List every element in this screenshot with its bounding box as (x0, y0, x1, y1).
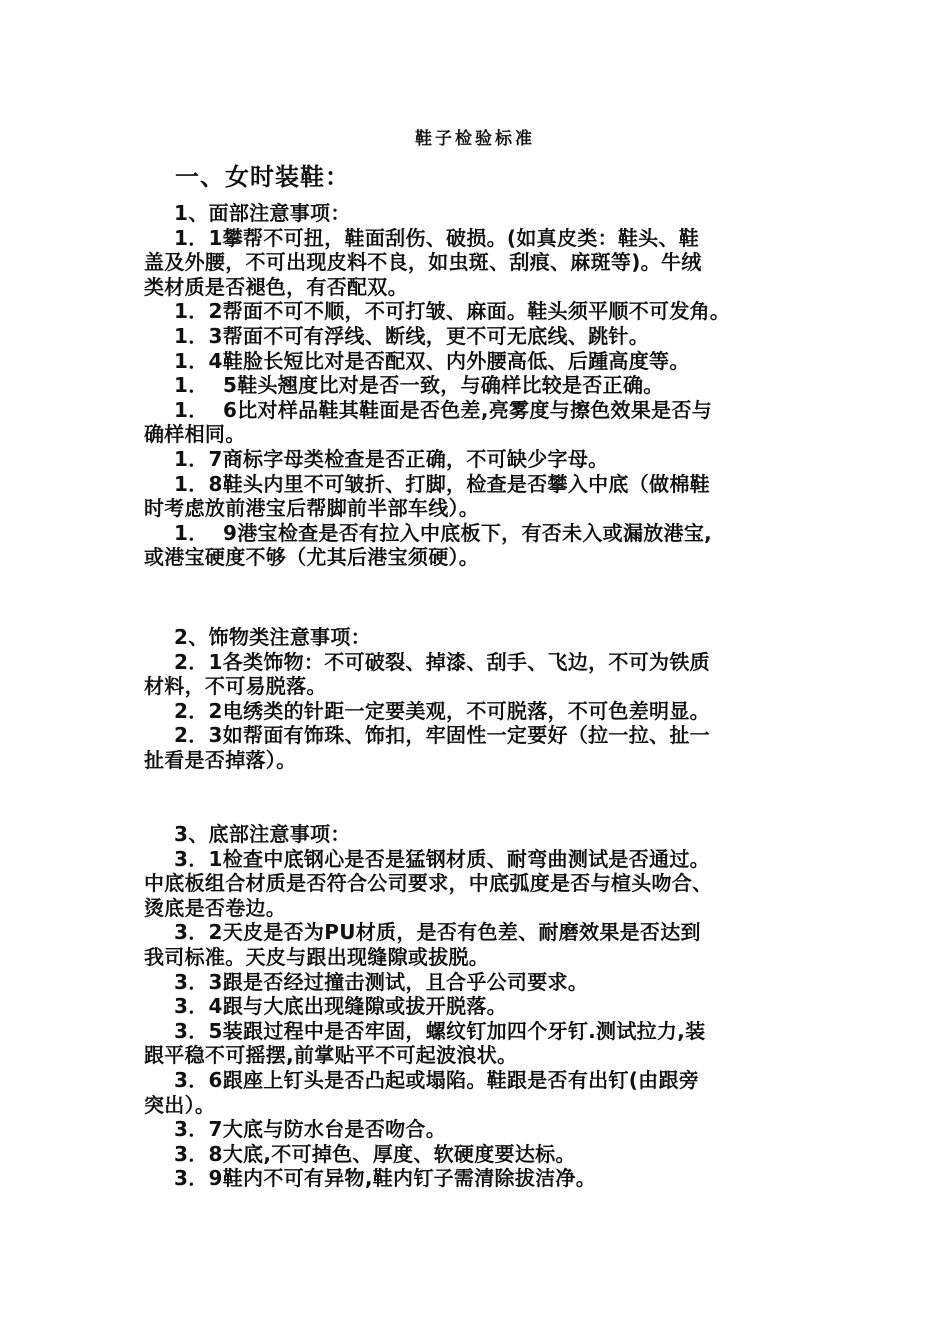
section-heading: 一、女时装鞋： (175, 163, 350, 191)
paragraph-line: 1． 5鞋头翘度比对是否一致，与确样比较是否正确。 (174, 373, 664, 398)
paragraph-line: 盖及外腰，不可出现皮料不良，如虫斑、刮痕、麻斑等)。牛绒 (144, 250, 702, 275)
paragraph-line: 3．7大底与防水台是否吻合。 (174, 1117, 447, 1142)
paragraph-line: 扯看是否掉落）。 (144, 747, 297, 772)
paragraph-line: 3．9鞋内不可有异物,鞋内钉子需清除拔洁净。 (174, 1166, 597, 1191)
paragraph-line: 3．3跟是否经过撞击测试，且合乎公司要求。 (174, 969, 589, 994)
paragraph-line: 2、饰物类注意事项： (174, 625, 371, 649)
paragraph-line: 跟平稳不可摇摆,前掌贴平不可起波浪状。 (144, 1043, 518, 1068)
paragraph-line: 1．7商标字母类检查是否正确，不可缺少字母。 (174, 446, 609, 471)
paragraph-line: 3．8大底,不可掉色、厚度、软硬度要达标。 (174, 1141, 576, 1166)
paragraph-line: 材料，不可易脱落。 (144, 674, 327, 699)
paragraph-line: 1．3帮面不可有浮线、断线，更不可无底线、跳针。 (174, 323, 650, 348)
paragraph-line: 我司标准。天皮与跟出现缝隙或拔脱。 (144, 944, 490, 969)
paragraph-line: 1．1攀帮不可扭，鞋面刮伤、破损。(如真皮类：鞋头、鞋 (174, 225, 700, 250)
paragraph-line: 3．4跟与大底出现缝隙或拔开脱落。 (174, 994, 507, 1019)
paragraph-line: 2．2电绣类的针距一定要美观，不可脱落，不可色差明显。 (174, 698, 710, 723)
paragraph-line: 1．8鞋头内里不可皱折、打脚，检查是否攀入中底（做棉鞋 (174, 471, 710, 496)
paragraph-line: 3．2天皮是否为PU材质，是否有色差、耐磨效果是否达到 (174, 920, 701, 945)
paragraph-line: 2．3如帮面有饰珠、饰扣，牢固性一定要好（拉一拉、扯一 (174, 723, 710, 748)
paragraph-line: 3．6跟座上钉头是否凸起或塌陷。鞋跟是否有出钉(由跟旁 (174, 1067, 700, 1092)
paragraph-line: 中底板组合材质是否符合公司要求，中底弧度是否与楦头吻合、 (144, 871, 713, 896)
paragraph-line: 1． 9港宝检查是否有拉入中底板下，有否未入或漏放港宝, (174, 520, 713, 545)
paragraph-line: 1．2帮面不可不顺，不可打皱、麻面。鞋头须平顺不可发角。 (174, 299, 731, 324)
paragraph-line: 1． 6比对样品鞋其鞋面是否色差,亮雾度与擦色效果是否与 (174, 397, 713, 422)
section-ornaments (144, 625, 824, 773)
paragraph-line: 或港宝硬度不够（尤其后港宝须硬）。 (144, 545, 480, 570)
paragraph-line: 3．1检查中底钢心是否是猛钢材质、耐弯曲测试是否通过。 (174, 846, 710, 871)
paragraph-line: 3．5装跟过程中是否牢固，螺纹钉加四个牙钉.测试拉力,装 (174, 1018, 706, 1043)
paragraph-line: 确样相同。 (144, 422, 246, 447)
section-sole (144, 822, 824, 1191)
paragraph-line: 3、底部注意事项： (174, 822, 351, 846)
document-title: 鞋子检验标准 (415, 129, 535, 149)
section-surface (144, 201, 824, 570)
paragraph-line: 2．1各类饰物：不可破裂、掉漆、刮手、飞边，不可为铁质 (174, 649, 710, 674)
paragraph-line: 烫底是否卷边。 (144, 895, 287, 920)
paragraph-line: 时考虑放前港宝后帮脚前半部车线）。 (144, 496, 480, 521)
paragraph-line: 1．4鞋脸长短比对是否配双、内外腰高低、后踵高度等。 (174, 348, 690, 373)
paragraph-line: 突出）。 (144, 1092, 216, 1117)
paragraph-line: 1、面部注意事项： (174, 201, 351, 225)
paragraph-line: 类材质是否褪色，有否配双。 (144, 274, 408, 299)
